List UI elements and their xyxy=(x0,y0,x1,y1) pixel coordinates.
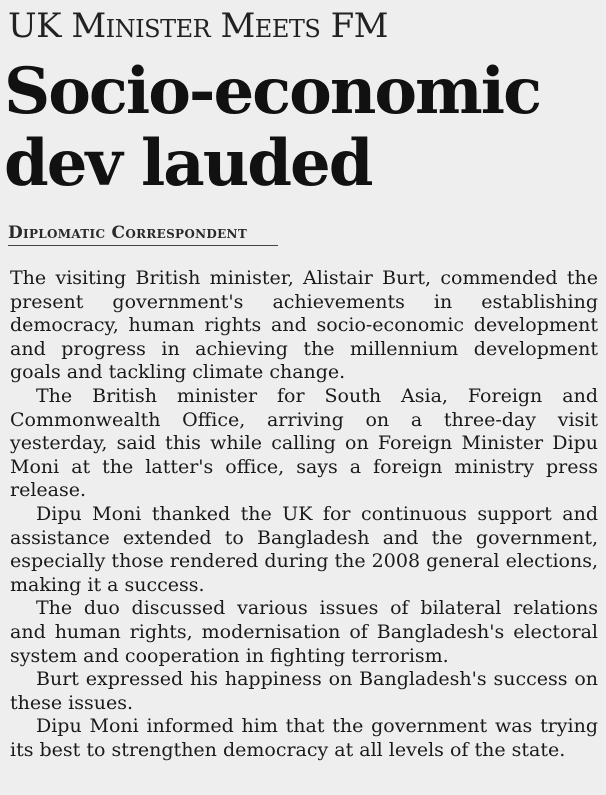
paragraph-6: Dipu Moni informed him that the government was trying its best to strengthen democracy at all levels of the state. xyxy=(10,715,598,761)
kicker: UK Minister Meets FM xyxy=(8,6,388,46)
headline-line-1: Socio-economic xyxy=(4,54,541,129)
byline: Diplomatic Correspondent xyxy=(8,223,248,243)
byline-divider xyxy=(8,245,278,246)
paragraph-5: Burt expressed his happiness on Bangladesh's success on these issues. xyxy=(10,668,598,714)
paragraph-4: The duo discussed various issues of bilateral relations and human rights, modernisation of Bangladesh's electoral system and cooperation in fighting terrorism. xyxy=(10,597,598,667)
paragraph-1: The visiting British minister, Alistair Burt, commended the present government's achievements in establishing democracy, human rights and socio-economic development and progress in achieving the millennium development goals and tackling climate change. xyxy=(10,267,598,384)
headline-line-2: dev lauded xyxy=(4,126,372,201)
headline xyxy=(4,56,604,200)
paragraph-2: The British minister for South Asia, Foreign and Commonwealth Office, arriving on a three-day visit yesterday, said this while calling on Foreign Minister Dipu Moni at the latter's office, says a foreign ministry press release. xyxy=(10,384,598,502)
article-body xyxy=(10,267,598,762)
paragraph-3: Dipu Moni thanked the UK for continuous support and assistance extended to Bangladesh and the government, especially those rendered during the 2008 general elections, making it a success. xyxy=(10,502,598,596)
